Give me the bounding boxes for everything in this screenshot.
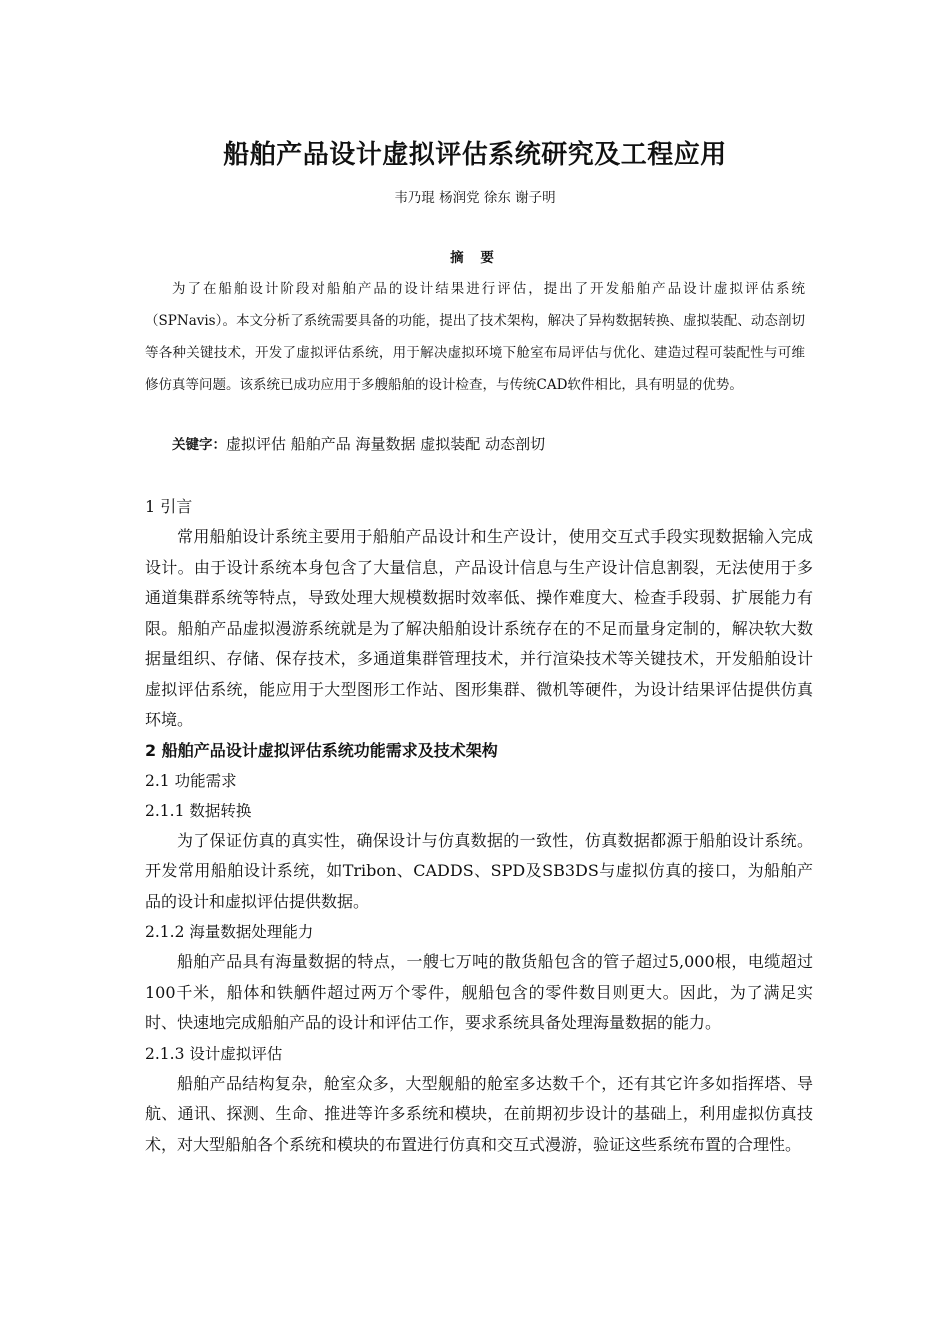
paper-body [145, 492, 813, 1160]
subsubsection-heading-massive-data: 2.1.2 海量数据处理能力 [145, 923, 314, 941]
virtual-evaluation-paragraph: 船舶产品结构复杂，舱室众多，大型舰船的舱室多达数千个，还有其它许多如指挥塔、导航、通讯、探测、生命、推进等许多系统和模块，在前期初步设计的基础上，利用虚拟仿真技术，对大型船舶各个系统和模块的布置进行仿真和交互式漫游，验证这些系统布置的合理性。 [145, 1073, 813, 1154]
keywords-text: 虚拟评估 船舶产品 海量数据 虚拟装配 动态剖切 [226, 435, 546, 453]
subsubsection-heading-virtual-evaluation: 2.1.3 设计虚拟评估 [145, 1044, 283, 1063]
paper-title: 船舶产品设计虚拟评估系统研究及工程应用 [223, 140, 727, 170]
massive-data-paragraph: 船舶产品具有海量数据的特点，一艘七万吨的散货船包含的管子超过5,000根，电缆超过100千米，船体和铁舾件超过两万个零件，舰船包含的零件数目则更大。因此，为了满足实时、快速地完成船舶产品的设计和评估工作，要求系统具备处理海量数据的能力。 [145, 952, 813, 1032]
subsection-heading-functional-requirements: 2.1 功能需求 [145, 771, 237, 790]
author-list: 韦乃琨 杨润党 徐东 谢子明 [394, 190, 556, 206]
section-heading-requirements: 2 船舶产品设计虚拟评估系统功能需求及技术架构 [145, 740, 498, 760]
data-conversion-paragraph: 为了保证仿真的真实性，确保设计与仿真数据的一致性，仿真数据都源于船舶设计系统。开发常用船舶设计系统，如Tribon、CADDS、SPD及SB3DS与虚拟仿真的接口，为船舶产品的设计和虚拟评估提供数据。 [145, 830, 813, 911]
keywords-line [172, 430, 812, 459]
introduction-paragraph: 常用船舶设计系统主要用于船舶产品设计和生产设计，使用交互式手段实现数据输入完成设计。由于设计系统本身包含了大量信息，产品设计信息与生产设计信息割裂，无法使用于多通道集群系统等特点，导致处理大规模数据时效率低、操作难度大、检查手段弱、扩展能力有限。船舶产品虚拟漫游系统就是为了解决船舶设计系统存在的不足而量身定制的，解决软大数据量组织、存储、保存技术，多通道集群管理技术，并行渲染技术等关键技术，开发船舶设计虚拟评估系统，能应用于大型图形工作站、图形集群、微机等硬件，为设计结果评估提供仿真环境。 [145, 527, 813, 729]
subsubsection-heading-data-conversion: 2.1.1 数据转换 [145, 801, 252, 820]
abstract-heading: 摘 要 [450, 250, 500, 266]
abstract-text: 为了在船舶设计阶段对船舶产品的设计结果进行评估，提出了开发船舶产品设计虚拟评估系统（SPNavis）。本文分析了系统需要具备的功能，提出了技术架构，解决了异构数据转换、虚拟装配、动态剖切等各种关键技术，开发了虚拟评估系统，用于解决虚拟环境下舱室布局评估与优化、建造过程可装配性与可维修仿真等问题。该系统已成功应用于多艘船舶的设计检查，与传统CAD软件相比，具有明显的优势。 [145, 281, 805, 393]
keywords-label: 关键字： [172, 437, 226, 453]
section-heading-introduction: 1 引言 [145, 497, 193, 516]
